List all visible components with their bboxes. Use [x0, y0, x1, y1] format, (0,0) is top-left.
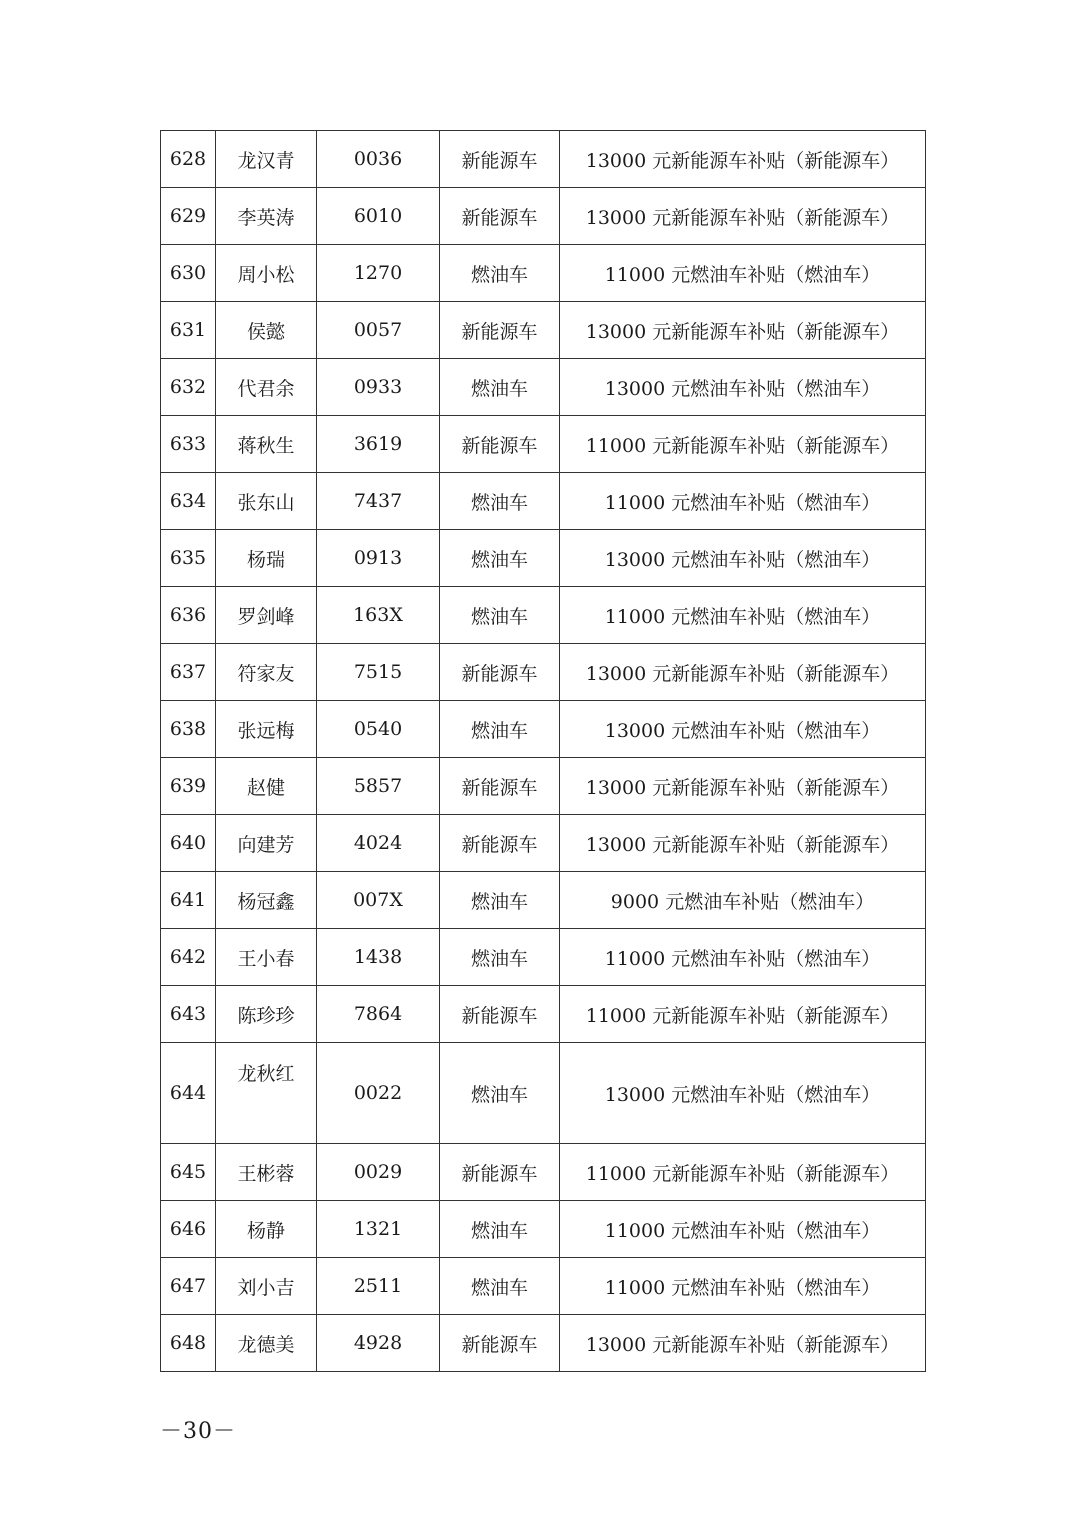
name-cell: 杨冠鑫: [216, 872, 317, 929]
table-row: [161, 1315, 926, 1372]
car-type-cell: 燃油车: [440, 359, 560, 416]
id-suffix-cell: 7864: [317, 986, 440, 1043]
car-type-cell: 新能源车: [440, 1144, 560, 1201]
subsidy-cell: 11000 元燃油车补贴（燃油车）: [560, 1258, 926, 1315]
row-number-cell: 647: [161, 1258, 216, 1315]
car-type-cell: 燃油车: [440, 530, 560, 587]
row-number-cell: 635: [161, 530, 216, 587]
table-row: [161, 1144, 926, 1201]
name-cell: 蒋秋生: [216, 416, 317, 473]
table-row: [161, 1043, 926, 1144]
subsidy-cell: 11000 元新能源车补贴（新能源车）: [560, 1144, 926, 1201]
id-suffix-cell: 3619: [317, 416, 440, 473]
car-type-cell: 新能源车: [440, 302, 560, 359]
subsidy-cell: 11000 元新能源车补贴（新能源车）: [560, 986, 926, 1043]
table-row: [161, 644, 926, 701]
name-cell: 符家友: [216, 644, 317, 701]
name-cell: 代君余: [216, 359, 317, 416]
name-cell: 刘小吉: [216, 1258, 317, 1315]
car-type-cell: 新能源车: [440, 188, 560, 245]
row-number-cell: 632: [161, 359, 216, 416]
name-cell: 杨静: [216, 1201, 317, 1258]
subsidy-cell: 13000 元新能源车补贴（新能源车）: [560, 1315, 926, 1372]
subsidy-cell: 11000 元燃油车补贴（燃油车）: [560, 245, 926, 302]
id-suffix-cell: 4928: [317, 1315, 440, 1372]
car-type-cell: 燃油车: [440, 1043, 560, 1144]
id-suffix-cell: 0022: [317, 1043, 440, 1144]
subsidy-cell: 13000 元新能源车补贴（新能源车）: [560, 188, 926, 245]
name-cell: 张远梅: [216, 701, 317, 758]
subsidy-table: [160, 130, 926, 1372]
subsidy-cell: 13000 元燃油车补贴（燃油车）: [560, 1043, 926, 1144]
table-row: [161, 929, 926, 986]
id-suffix-cell: 0029: [317, 1144, 440, 1201]
table-row: [161, 758, 926, 815]
name-cell: 向建芳: [216, 815, 317, 872]
name-cell: 龙德美: [216, 1315, 317, 1372]
row-number-cell: 644: [161, 1043, 216, 1144]
table-row: [161, 188, 926, 245]
name-cell: 杨瑞: [216, 530, 317, 587]
name-cell: 赵健: [216, 758, 317, 815]
row-number-cell: 634: [161, 473, 216, 530]
car-type-cell: 新能源车: [440, 986, 560, 1043]
id-suffix-cell: 163X: [317, 587, 440, 644]
car-type-cell: 燃油车: [440, 1258, 560, 1315]
subsidy-cell: 9000 元燃油车补贴（燃油车）: [560, 872, 926, 929]
name-cell: 李英涛: [216, 188, 317, 245]
row-number-cell: 643: [161, 986, 216, 1043]
subsidy-cell: 11000 元新能源车补贴（新能源车）: [560, 416, 926, 473]
car-type-cell: 燃油车: [440, 872, 560, 929]
table-row: [161, 701, 926, 758]
subsidy-cell: 13000 元新能源车补贴（新能源车）: [560, 815, 926, 872]
subsidy-table-body: [161, 131, 926, 1372]
row-number-cell: 640: [161, 815, 216, 872]
name-cell: 龙秋红: [216, 1043, 317, 1144]
car-type-cell: 新能源车: [440, 416, 560, 473]
subsidy-cell: 13000 元燃油车补贴（燃油车）: [560, 530, 926, 587]
row-number-cell: 641: [161, 872, 216, 929]
name-cell: 侯懿: [216, 302, 317, 359]
subsidy-cell: 13000 元新能源车补贴（新能源车）: [560, 302, 926, 359]
id-suffix-cell: 4024: [317, 815, 440, 872]
table-row: [161, 1201, 926, 1258]
car-type-cell: 燃油车: [440, 1201, 560, 1258]
row-number-cell: 645: [161, 1144, 216, 1201]
row-number-cell: 628: [161, 131, 216, 188]
table-row: [161, 872, 926, 929]
car-type-cell: 新能源车: [440, 131, 560, 188]
table-row: [161, 1258, 926, 1315]
name-cell: 王彬蓉: [216, 1144, 317, 1201]
row-number-cell: 646: [161, 1201, 216, 1258]
id-suffix-cell: 0933: [317, 359, 440, 416]
table-row: [161, 416, 926, 473]
car-type-cell: 燃油车: [440, 587, 560, 644]
subsidy-cell: 13000 元新能源车补贴（新能源车）: [560, 758, 926, 815]
id-suffix-cell: 1270: [317, 245, 440, 302]
subsidy-cell: 11000 元燃油车补贴（燃油车）: [560, 929, 926, 986]
name-cell: 龙汉青: [216, 131, 317, 188]
row-number-cell: 631: [161, 302, 216, 359]
car-type-cell: 燃油车: [440, 245, 560, 302]
id-suffix-cell: 0036: [317, 131, 440, 188]
id-suffix-cell: 6010: [317, 188, 440, 245]
page-number: －30－: [160, 1419, 236, 1444]
name-cell: 王小春: [216, 929, 317, 986]
subsidy-cell: 11000 元燃油车补贴（燃油车）: [560, 473, 926, 530]
subsidy-cell: 13000 元燃油车补贴（燃油车）: [560, 701, 926, 758]
row-number-cell: 630: [161, 245, 216, 302]
name-cell: 周小松: [216, 245, 317, 302]
id-suffix-cell: 7515: [317, 644, 440, 701]
row-number-cell: 636: [161, 587, 216, 644]
id-suffix-cell: 0913: [317, 530, 440, 587]
id-suffix-cell: 1321: [317, 1201, 440, 1258]
table-row: [161, 245, 926, 302]
row-number-cell: 629: [161, 188, 216, 245]
table-row: [161, 587, 926, 644]
table-row: [161, 131, 926, 188]
id-suffix-cell: 5857: [317, 758, 440, 815]
car-type-cell: 新能源车: [440, 644, 560, 701]
table-row: [161, 473, 926, 530]
car-type-cell: 新能源车: [440, 815, 560, 872]
row-number-cell: 648: [161, 1315, 216, 1372]
row-number-cell: 638: [161, 701, 216, 758]
table-row: [161, 530, 926, 587]
car-type-cell: 燃油车: [440, 473, 560, 530]
id-suffix-cell: 0057: [317, 302, 440, 359]
subsidy-cell: 13000 元新能源车补贴（新能源车）: [560, 131, 926, 188]
subsidy-cell: 11000 元燃油车补贴（燃油车）: [560, 587, 926, 644]
id-suffix-cell: 007X: [317, 872, 440, 929]
name-cell: 陈珍珍: [216, 986, 317, 1043]
subsidy-cell: 11000 元燃油车补贴（燃油车）: [560, 1201, 926, 1258]
car-type-cell: 燃油车: [440, 929, 560, 986]
subsidy-cell: 13000 元燃油车补贴（燃油车）: [560, 359, 926, 416]
table-row: [161, 986, 926, 1043]
id-suffix-cell: 7437: [317, 473, 440, 530]
table-row: [161, 302, 926, 359]
id-suffix-cell: 0540: [317, 701, 440, 758]
name-cell: 罗剑峰: [216, 587, 317, 644]
table-row: [161, 815, 926, 872]
car-type-cell: 新能源车: [440, 1315, 560, 1372]
row-number-cell: 637: [161, 644, 216, 701]
id-suffix-cell: 2511: [317, 1258, 440, 1315]
row-number-cell: 633: [161, 416, 216, 473]
car-type-cell: 燃油车: [440, 701, 560, 758]
id-suffix-cell: 1438: [317, 929, 440, 986]
row-number-cell: 639: [161, 758, 216, 815]
subsidy-cell: 13000 元新能源车补贴（新能源车）: [560, 644, 926, 701]
name-cell: 张东山: [216, 473, 317, 530]
row-number-cell: 642: [161, 929, 216, 986]
car-type-cell: 新能源车: [440, 758, 560, 815]
table-row: [161, 359, 926, 416]
